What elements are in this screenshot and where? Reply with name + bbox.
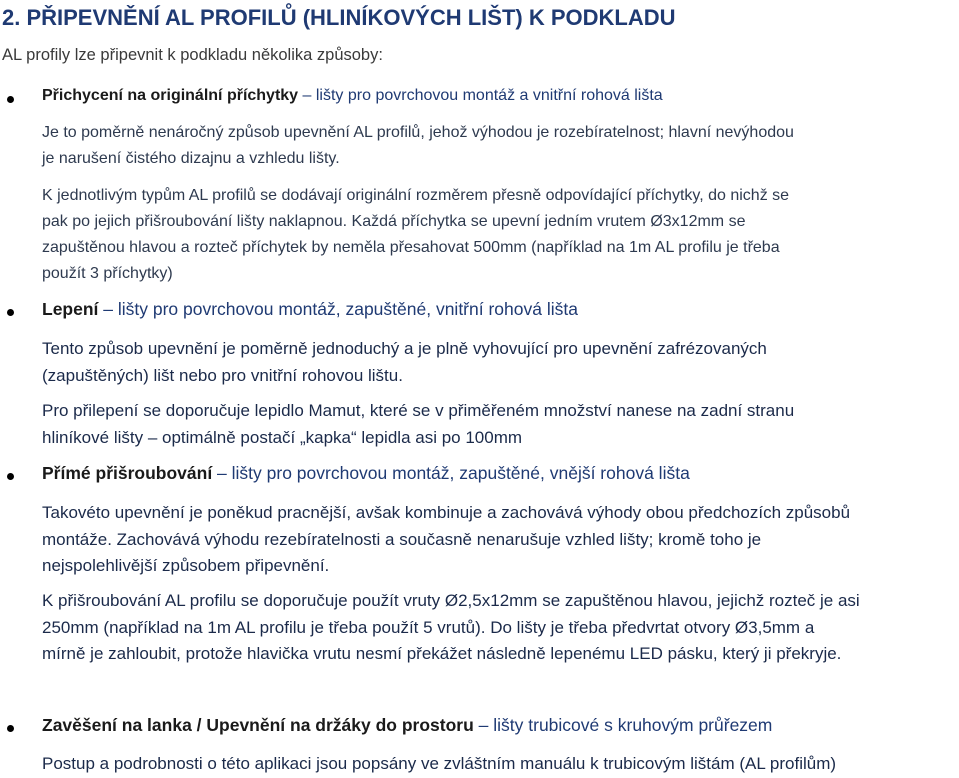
paragraph-line: použít 3 příchytky) [42,265,173,282]
bullet-icon [7,309,14,316]
paragraph-line: je narušení čistého dizajnu a vzhledu lišty. [42,150,340,167]
bullet-title: Zavěšení na lanka / Upevnění na držáky do prostoru [42,715,474,735]
paragraph [42,336,767,389]
paragraph-line: K jednotlivým typům AL profilů se dodávají originální rozměrem přesně odpovídající příchytky, do nichž se [42,187,790,204]
paragraph [42,183,789,287]
paragraph-line: montáže. Zachovává výhodu rezebíratelnosti a současně nenarušuje vzhled lišty; kromě toho je [42,529,762,549]
paragraph [42,588,860,668]
paragraph-line: pak po jejich přišroubování lišty naklapnou. Každá příchytka se upevní jedním vrutem Ø3x12mm se [42,213,746,230]
bullet-icon [7,96,14,103]
paragraph [42,500,850,580]
bullet-title: Přichycení na originální příchytky [42,87,299,104]
paragraph-line: nejspolehlivější způsobem připevnění. [42,556,330,575]
bullet-title: Přímé přišroubování [42,463,213,483]
paragraph-line: (zapuštěných) lišt nebo pro vnitřní rohovou lištu. [42,365,403,385]
bullet-title: Lepení [42,299,99,319]
paragraph [42,751,836,778]
paragraph-line: Pro přilepení se doporučuje lepidlo Mamut, které se v přiměřeném množství nanese na zadní stranu [42,401,795,420]
paragraph-line: Takovéto upevnění je poněkud pracnější, avšak kombinuje a zachovává výhody obou předchozích způsobů [42,503,851,522]
paragraph-line: Je to poměrně nenáročný způsob upevnění AL profilů, jehož výhodou je rozebíratelnost; hlavní nevýhodou [42,124,794,141]
paragraph-line: Tento způsob upevnění je poměrně jednoduchý a je plně vyhovující pro upevnění zafrézovaných [42,339,767,358]
paragraph [42,120,794,172]
intro-text: AL profily lze připevnit k podkladu několika způsoby: [2,46,383,64]
bullet-icon [7,725,14,732]
paragraph [42,398,794,451]
bullet-description: – lišty pro povrchovou montáž, zapuštěné, vnější rohová lišta [212,463,690,483]
section-heading: 2. PŘIPEVNĚNÍ AL PROFILŮ (HLINÍKOVÝCH LIŠT) K PODKLADU [2,5,676,30]
paragraph-line: mírně je zahloubit, protože hlavička vrutu nesmí překážet následně lepenému LED pásku, který ji překryje. [42,644,842,663]
paragraph-line: Postup a podrobnosti o této aplikaci jsou popsány ve zvláštním manuálu k trubicovým lištám (AL profilům) [42,754,837,773]
bullet-description: – lišty pro povrchovou montáž a vnitřní rohová lišta [298,87,663,104]
paragraph-line: 250mm (například na 1m AL profilu je třeba použít 5 vrutů). Do lišty je třeba předvrtat otvory Ø3,5mm a [42,617,815,637]
paragraph-line: zapuštěnou hlavou a rozteč příchytek by neměla přesahovat 500mm (například na 1m AL profilu je třeba [42,239,780,256]
bullet-description: – lišty pro povrchovou montáž, zapuštěné, vnitřní rohová lišta [98,299,578,319]
bullet-icon [7,473,14,480]
paragraph-line: hliníkové lišty – optimálně postačí „kapka“ lepidla asi po 100mm [42,427,523,447]
bullet-description: – lišty trubicové s kruhovým průřezem [473,715,773,735]
paragraph-line: K přišroubování AL profilu se doporučuje použít vruty Ø2,5x12mm se zapuštěnou hlavou, jejichž rozteč je asi [42,591,860,610]
